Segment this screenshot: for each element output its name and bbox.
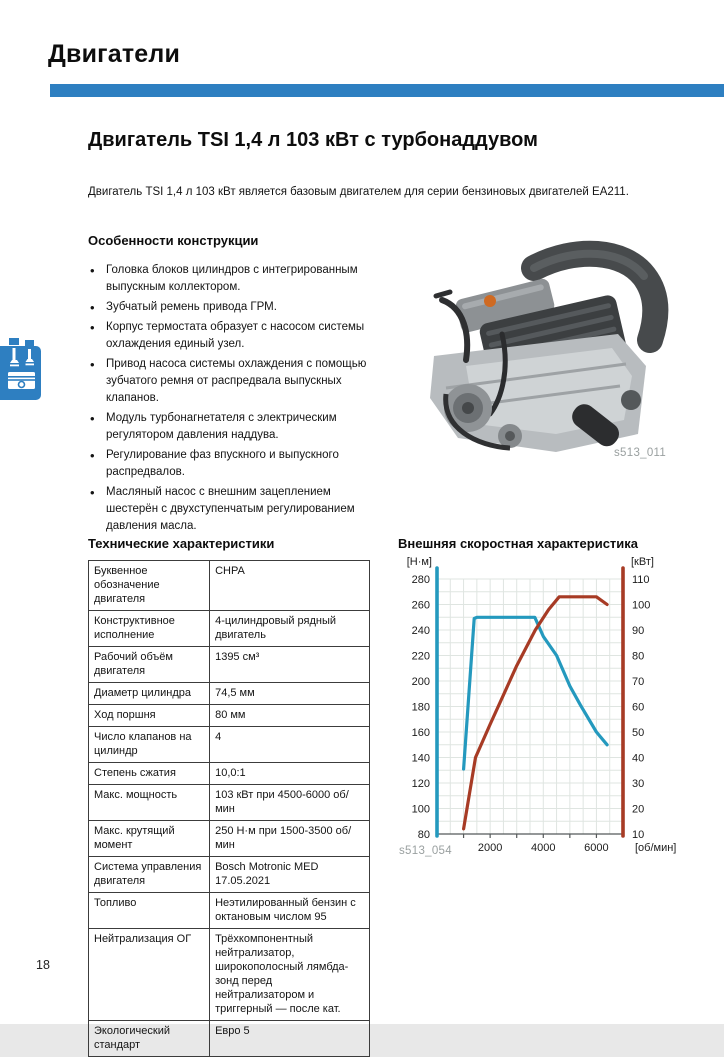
engine-figure-caption: s513_011 xyxy=(614,447,667,459)
speed-chart-svg xyxy=(395,556,717,856)
series-torque_Nm xyxy=(464,617,607,769)
svg-text:200: 200 xyxy=(411,676,430,688)
spec-label: Макс. крутящий момент xyxy=(89,821,210,857)
list-item: • Масляный насос с внешним зацеплением шестерён с двухступенчатым регулированием давления масла. xyxy=(88,484,384,535)
spec-value: 74,5 мм xyxy=(210,683,370,705)
svg-text:110: 110 xyxy=(632,574,650,586)
spec-value: Трёхкомпонентный нейтрализатор, широкополосный лямбда-зонд перед нейтрализатором и триггерный — после кат. xyxy=(210,929,370,1021)
table-row xyxy=(89,647,370,683)
features-list xyxy=(88,262,384,538)
svg-text:240: 240 xyxy=(411,625,430,637)
svg-text:30: 30 xyxy=(632,778,645,790)
spec-value: Неэтилированный бензин с октановым числом 95 xyxy=(210,893,370,929)
svg-text:80: 80 xyxy=(417,829,430,841)
table-row xyxy=(89,857,370,893)
specs-table xyxy=(88,560,370,1057)
spec-label: Ход поршня xyxy=(89,705,210,727)
svg-text:6000: 6000 xyxy=(584,842,609,854)
svg-text:120: 120 xyxy=(411,778,430,790)
table-row xyxy=(89,705,370,727)
spec-value: 250 Н·м при 1500-3500 об/мин xyxy=(210,821,370,857)
svg-text:100: 100 xyxy=(632,599,651,612)
table-row xyxy=(89,785,370,821)
speed-characteristic-chart xyxy=(395,556,717,856)
svg-text:260: 260 xyxy=(411,599,430,612)
features-heading: Особенности конструкции xyxy=(88,233,259,248)
list-item: • Зубчатый ремень привода ГРМ. xyxy=(88,299,384,316)
chapter-accent-bar xyxy=(50,84,724,97)
list-item: • Регулирование фаз впускного и выпускного распредвалов. xyxy=(88,447,384,481)
table-row xyxy=(89,893,370,929)
svg-text:90: 90 xyxy=(632,625,645,637)
spec-value: 103 кВт при 4500-6000 об/мин xyxy=(210,785,370,821)
svg-text:[об/мин]: [об/мин] xyxy=(635,842,677,854)
chart-heading: Внешняя скоростная характеристика xyxy=(398,536,639,551)
spec-label: Макс. мощность xyxy=(89,785,210,821)
spec-label: Нейтрализация ОГ xyxy=(89,929,210,1021)
spec-label: Буквенное обозначение двигателя xyxy=(89,561,210,611)
chapter-tab xyxy=(0,338,46,402)
article-title: Двигатель TSI 1,4 л 103 кВт с турбонаддувом xyxy=(88,129,538,151)
table-row xyxy=(89,727,370,763)
spec-value: Bosch Motronic MED 17.05.2021 xyxy=(210,857,370,893)
table-row xyxy=(89,561,370,611)
engine-image xyxy=(406,238,698,460)
svg-text:60: 60 xyxy=(632,701,645,714)
table-row xyxy=(89,821,370,857)
svg-text:40: 40 xyxy=(632,752,645,765)
spec-label: Рабочий объём двигателя xyxy=(89,647,210,683)
table-row xyxy=(89,763,370,785)
spec-value: 10,0:1 xyxy=(210,763,370,785)
spec-value: Евро 5 xyxy=(210,1021,370,1057)
spec-value: 80 мм xyxy=(210,705,370,727)
svg-text:20: 20 xyxy=(632,803,645,816)
chart-figure-caption: s513_054 xyxy=(399,845,452,857)
svg-text:4000: 4000 xyxy=(531,842,556,854)
spec-label: Число клапанов на цилиндр xyxy=(89,727,210,763)
table-row xyxy=(89,929,370,1021)
engine-chapter-icon xyxy=(0,338,46,402)
svg-text:50: 50 xyxy=(632,727,645,739)
svg-text:10: 10 xyxy=(632,829,645,841)
table-row xyxy=(89,1021,370,1057)
page-number: 18 xyxy=(36,958,50,972)
article-intro: Двигатель TSI 1,4 л 103 кВт является базовым двигателем для серии бензиновых двигателей EA211. xyxy=(88,186,629,198)
svg-text:2000: 2000 xyxy=(477,842,503,854)
spec-label: Степень сжатия xyxy=(89,763,210,785)
specs-heading: Технические характеристики xyxy=(88,536,275,551)
spec-label: Топливо xyxy=(89,893,210,929)
spec-value: 4 xyxy=(210,727,370,763)
spec-label: Система управления двигателя xyxy=(89,857,210,893)
svg-text:160: 160 xyxy=(411,727,430,739)
spec-value: CHPA xyxy=(210,561,370,611)
spec-label: Конструктивное исполнение xyxy=(89,611,210,647)
list-item: • Головка блоков цилиндров с интегрированным выпускным коллектором. xyxy=(88,262,384,296)
svg-text:80: 80 xyxy=(632,650,645,663)
svg-text:280: 280 xyxy=(411,574,430,586)
spec-value: 1395 см³ xyxy=(210,647,370,683)
spec-label: Экологический стандарт xyxy=(89,1021,210,1057)
table-row xyxy=(89,683,370,705)
spec-label: Диаметр цилиндра xyxy=(89,683,210,705)
svg-text:100: 100 xyxy=(411,803,430,816)
svg-text:[Н·м]: [Н·м] xyxy=(406,556,432,568)
list-item: • Модуль турбонагнетателя с электрическим регулятором давления наддува. xyxy=(88,410,384,444)
list-item: • Привод насоса системы охлаждения с помощью зубчатого ремня от распредвала выпускных клапанов. xyxy=(88,356,384,407)
svg-text:220: 220 xyxy=(411,650,430,663)
spec-value: 4-цилиндровый рядный двигатель xyxy=(210,611,370,647)
svg-text:[кВт]: [кВт] xyxy=(631,556,654,568)
table-row xyxy=(89,611,370,647)
svg-text:180: 180 xyxy=(411,701,430,714)
chapter-title: Двигатели xyxy=(48,40,181,68)
svg-text:140: 140 xyxy=(411,752,430,765)
svg-text:70: 70 xyxy=(632,676,645,688)
list-item: • Корпус термостата образует с насосом системы охлаждения единый узел. xyxy=(88,319,384,353)
engine-illustration xyxy=(406,238,698,460)
